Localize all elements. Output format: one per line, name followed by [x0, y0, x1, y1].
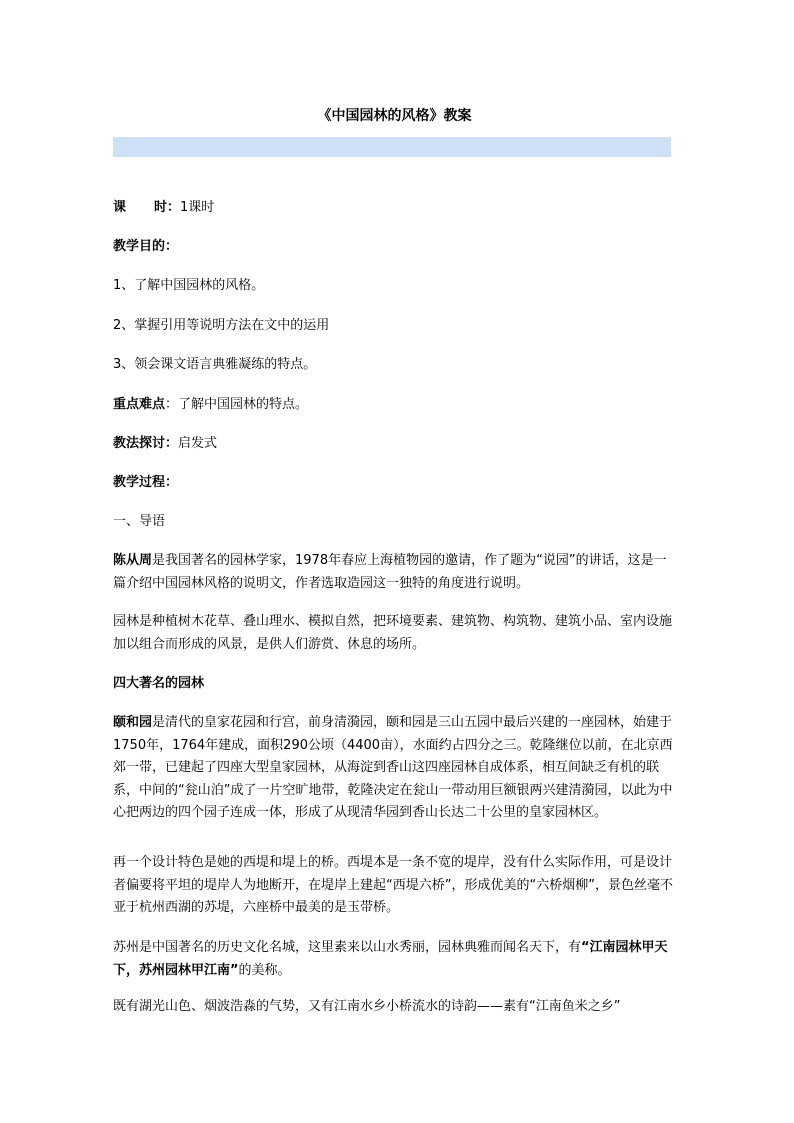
intro-text: 是我国著名的园林学家，1978年春应上海植物园的邀请，作了题为“说园”的讲话，这是一篇介绍中国园林风格的说明文，作者选取造园这一独特的角度进行说明。 — [113, 553, 667, 591]
suzhou-text: 苏州是中国著名的历史文化名城，这里素来以山水秀丽，园林典雅而闻名天下，有 — [113, 940, 582, 955]
key-points-line — [113, 394, 676, 416]
document-title: 《中国园林的风格》教案 — [317, 108, 472, 124]
lesson-duration-line — [113, 197, 676, 219]
key-points-value: ：了解中国园林的特点。 — [165, 397, 309, 412]
section-intro-heading: 一、导语 — [113, 514, 166, 529]
feature-paragraph: 再一个设计特色是她的西堤和堤上的桥。西堤本是一条不宽的堤岸，没有什么实际作用，可是设计者偏要将平坦的堤岸人为地断开，在堤岸上建起“西堤六桥”，形成优美的“六桥烟柳”，景色丝毫不亚于杭州西湖的苏堤，六座桥中最美的是玉带桥。 — [113, 855, 673, 915]
lesson-label-b: 时： — [154, 200, 181, 215]
suzhou-tail: 的美称。 — [238, 962, 291, 978]
last-line: 既有湖光山色、烟波浩淼的气势，又有江南水乡小桥流水的诗韵——素有“江南鱼米之乡” — [113, 999, 621, 1014]
intro-paragraph — [113, 550, 676, 595]
yiheyuan-name: 颐和园 — [113, 715, 153, 730]
objectives-heading: 教学目的： — [113, 239, 179, 254]
yiheyuan-paragraph — [113, 712, 676, 825]
title-divider-bar — [113, 137, 671, 157]
suzhou-paragraph — [113, 937, 676, 982]
process-heading: 教学过程： — [113, 475, 179, 490]
lesson-value: 1课时 — [180, 200, 215, 215]
method-line — [113, 433, 676, 455]
suzhou-motto: “江南园林甲天下，苏州园林甲江南” — [113, 940, 668, 978]
objective-item-2: 2、掌握引用等说明方法在文中的运用 — [113, 318, 330, 333]
lesson-label-a: 课 — [113, 200, 127, 215]
author-name: 陈从周 — [113, 553, 153, 568]
key-points-label: 重点难点 — [113, 397, 166, 412]
method-value: 启发式 — [178, 436, 218, 451]
definition-paragraph: 园林是种植树木花草、叠山理水、模拟自然，把环境要素、建筑物、构筑物、建筑小品、室内设施加以组合而形成的风景，是供人们游赏、休息的场所。 — [113, 614, 673, 652]
method-label: 教法探讨： — [113, 436, 179, 451]
objective-item-1: 1、了解中国园林的风格。 — [113, 278, 265, 293]
objective-item-3: 3、领会课文语言典雅凝练的特点。 — [113, 357, 317, 372]
famous-gardens-heading: 四大著名的园林 — [113, 676, 205, 691]
yiheyuan-text: 是清代的皇家花园和行宫，前身清漪园，颐和园是三山五园中最后兴建的一座园林，始建于1750年，1764年建成，面积290公顷（4400亩），水面约占四分之三。乾隆继位以前，在北京西郊一带，已建起了四座大型皇家园林，从海淀到香山这四座园林自成体系，相互间缺乏有机的联系，中间的“瓮山泊”成了一片空旷地带，乾隆决定在瓮山一带动用巨额银两兴建清漪园，以此为中心把两边的四个园子连成一体，形成了从现清华园到香山长达二十公里的皇家园林区。 — [113, 715, 673, 820]
